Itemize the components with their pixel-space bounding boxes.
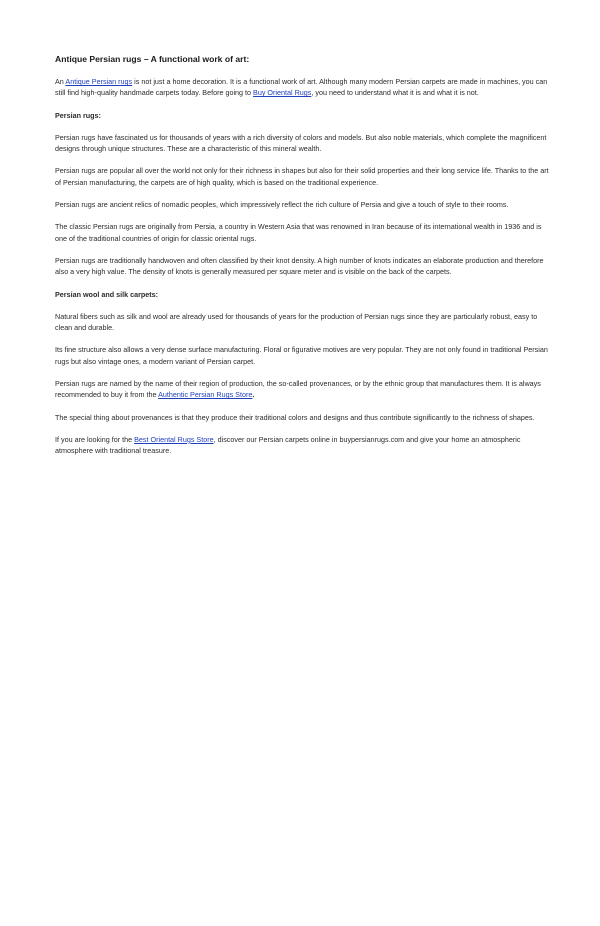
paragraph-fascination: Persian rugs have fascinated us for thousands of years with a rich diversity of colors and models. But also noble materials, which complete the magnificent designs through unique structures. These are a characteristic of this mineral wealth. <box>55 132 547 154</box>
paragraph-provenances-special: The special thing about provenances is that they produce their traditional colors and designs and thus contribute significantly to the richness of shapes. <box>55 412 535 422</box>
paragraph-natural-fibers: Natural fibers such as silk and wool are already used for thousands of years for the production of Persian rugs since they are particularly robust, easy to clean and durable. <box>55 311 538 333</box>
paragraph-fine-structure: Its fine structure also allows a very dense surface manufacturing. Floral or figurative motives are very popular. They are not only found in traditional Persian rugs but also vintage ones, a modern variant of Persian carpet. <box>55 345 548 366</box>
article-title: Antique Persian rugs – A functional work of art: <box>55 54 250 64</box>
buy-oriental-rugs-link[interactable]: Buy Oriental Rugs <box>253 88 312 98</box>
closing-text-2: , discover our Persian carpets online in buypersianrugs.com and give your home an atmospheric atmosphere with traditional treasure. <box>55 434 521 456</box>
best-oriental-rugs-store-link[interactable]: Best Oriental Rugs Store <box>134 434 214 444</box>
paragraph-origin: The classic Persian rugs are originally from Persia, a country in Western Asia that was renowned in Iran because of its international wealth in 1936 and is one of the traditional countries of origin for classic oriental rugs. <box>55 222 542 243</box>
article-body <box>55 54 551 468</box>
provenances-text-2: . <box>252 390 255 400</box>
provenances-text-1: Persian rugs are named by the name of their region of production, the so-called provenances, or by the ethnic group that manufactures them. It is always recommended to buy it from the <box>55 379 541 400</box>
paragraph-nomadic-relics: Persian rugs are ancient relics of nomadic peoples, which impressively reflect the rich culture of Persia and give a touch of style to their rooms. <box>55 200 509 210</box>
intro-text-1: An <box>55 77 66 86</box>
paragraph-knot-density: Persian rugs are traditionally handwoven and often classified by their knot density. A high number of knots indicates an elaborate production and therefore also a very high value. The density of knots is generally measured per square meter and is visible on the back of the carpets. <box>55 255 544 277</box>
paragraph-closing <box>55 434 551 457</box>
section-heading-wool-silk: Persian wool and silk carpets: <box>55 289 159 299</box>
intro-paragraph <box>55 76 551 99</box>
intro-text-2: is not just a home decoration. It is a functional work of art. Although many modern Persian carpets are made in machines, you can still find high-quality handmade carpets today. Before going to <box>55 77 548 98</box>
paragraph-provenances-naming <box>55 378 551 401</box>
intro-text-3: , you need to understand what it is and what it is not. <box>311 88 479 98</box>
section-heading-persian-rugs: Persian rugs: <box>55 110 101 120</box>
authentic-persian-rugs-store-link[interactable]: Authentic Persian Rugs Store <box>158 390 253 400</box>
closing-text-1: If you are looking for the <box>55 434 135 444</box>
paragraph-popularity: Persian rugs are popular all over the world not only for their richness in shapes but also for their solid properties and their long service life. Thanks to the art of Persian manufacturing, the carpets are of high quality, which is based on the traditional experience. <box>55 166 549 187</box>
antique-persian-rugs-link[interactable]: Antique Persian rugs <box>65 77 133 86</box>
